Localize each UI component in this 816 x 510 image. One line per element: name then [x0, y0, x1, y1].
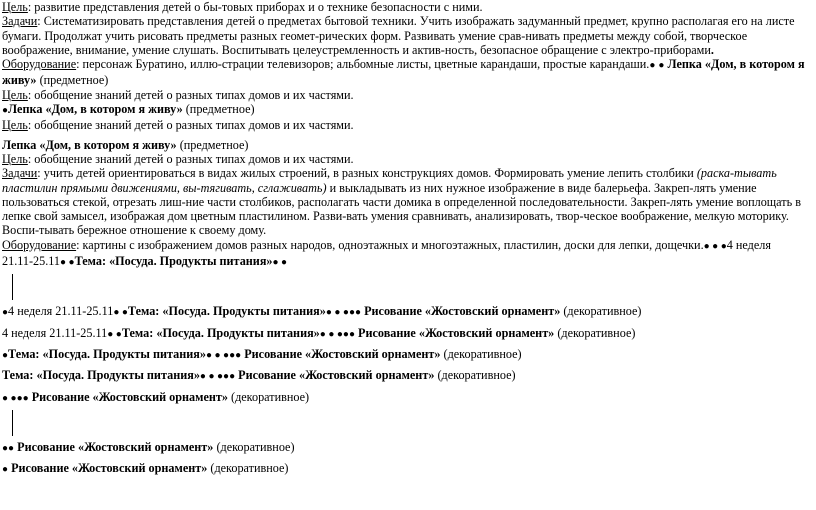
bullet-icon: ●	[658, 60, 665, 72]
text-cursor-line	[12, 274, 13, 300]
bullet-icon: ● ●●●	[2, 392, 29, 404]
goal3-paragraph	[2, 118, 814, 132]
bullet-icon: ● ●	[60, 257, 75, 269]
theme-4: Тема: «Посуда. Продукты питания»	[8, 346, 206, 361]
tasks2-label: Задачи	[2, 166, 38, 181]
bullet-icon: ● ●	[272, 257, 288, 269]
lepka-type: (предметное)	[36, 73, 109, 88]
theme-line-4	[2, 368, 814, 384]
equipment2-text: : картины с изображением домов разных народов, одноэтажных и многоэтажных, пластилин, доски для лепки, дощечки.	[76, 237, 704, 252]
goal2-paragraph	[2, 88, 814, 102]
drawing-line-6	[2, 440, 814, 456]
goal4-label: Цель	[2, 151, 28, 166]
drawing-7: Рисование «Жостовский орнамент»	[11, 461, 208, 476]
drawing-type-1: (декоративное)	[563, 304, 642, 319]
goal-text: : развитие представления детей о бы-товых приборах и о технике безопасности с ними.	[27, 0, 483, 14]
lepka-type-3: (предметное)	[176, 137, 249, 152]
bullet-icon: ● ●	[113, 307, 128, 319]
goal2-label: Цель	[2, 87, 28, 102]
bullet-icon: ●	[2, 349, 9, 361]
text-cursor-line-2	[12, 410, 13, 436]
tasks2-rest: и выкладывать из них нужное изображение в виде балерьефа. Закреп-лять умение пользоваться стекой, отрезать лиш-ние части столбиков, располагать части домика в определенной последовательности. Закреп-лять умение воплощать в лепке свой замысел, изображая дом цветным пластилином. Разви-вать умения сравнивать, анализировать, твор-ческое воображение, мелкую моторику. Воспи-тывать бережное отношение к своему дому.	[2, 180, 801, 238]
goal2-text: : обобщение знаний детей о разных типах домов и их частями.	[27, 87, 354, 102]
drawing-line-7	[2, 461, 814, 477]
lepka-title-2: Лепка «Дом, в котором я живу»	[8, 102, 183, 117]
week-1: 4 неделя 21.11-25.11	[8, 304, 114, 319]
goal3-label: Цель	[2, 118, 28, 133]
lepka-title-3: Лепка «Дом, в котором я живу»	[2, 137, 177, 152]
lepka-line-2	[2, 102, 814, 118]
theme-line-3	[2, 347, 814, 363]
week-dates: 21.11-25.11	[2, 254, 60, 269]
lepka-type-2: (предметное)	[182, 102, 255, 117]
drawing-type-6: (декоративное)	[216, 439, 295, 454]
week-line-2	[2, 326, 814, 342]
drawing-type-3: (декоративное)	[443, 346, 522, 361]
equipment-label: Оборудование	[2, 57, 77, 72]
bullet-icon: ●	[2, 307, 9, 319]
drawing-line-5	[2, 390, 814, 406]
drawing-1: Рисование «Жостовский орнамент»	[364, 304, 561, 319]
theme-2: Тема: «Посуда. Продукты питания»	[127, 304, 326, 319]
drawing-type-7: (декоративное)	[210, 461, 289, 476]
bullet-icon: ●	[2, 105, 9, 117]
bullet-icon: ● ● ●●●	[199, 371, 236, 383]
bullet-icon: ● ●	[107, 328, 122, 340]
bullet-icon: ●	[649, 60, 656, 72]
goal-paragraph	[2, 0, 814, 14]
goal4-text: : обобщение знаний детей о разных типах домов и их частями.	[27, 151, 354, 166]
week-start: 4 неделя	[726, 237, 771, 252]
equipment2-paragraph	[2, 238, 814, 271]
drawing-type-4: (декоративное)	[437, 368, 516, 383]
tasks2-text: : учить детей ориентироваться в видах жилых строений, в разных конструкциях домов. Формировать умение лепить столбики	[37, 166, 697, 181]
bullet-icon: ●	[2, 464, 9, 476]
bullet-icon: ● ● ●	[703, 240, 727, 252]
drawing-type-2: (декоративное)	[557, 325, 636, 340]
drawing-2: Рисование «Жостовский орнамент»	[358, 325, 555, 340]
theme-5: Тема: «Посуда. Продукты питания»	[2, 368, 200, 383]
drawing-6: Рисование «Жостовский орнамент»	[17, 439, 214, 454]
theme-3: Тема: «Посуда. Продукты питания»	[121, 325, 320, 340]
bullet-icon: ● ● ●●●	[205, 349, 242, 361]
goal-label: Цель	[2, 0, 28, 14]
drawing-type-5: (декоративное)	[231, 389, 310, 404]
lepka-title: Лепка «Дом, в котором я живу»	[2, 57, 805, 88]
week-line-1	[2, 304, 814, 320]
theme-1: Тема: «Посуда. Продукты питания»	[74, 254, 273, 269]
bullet-icon: ● ● ●●●	[319, 328, 355, 340]
bullet-icon: ●●	[2, 442, 15, 454]
tasks2-italic: (раска-тывать пластилин прямыми движениями, вы-тягивать, сглаживать)	[2, 166, 777, 195]
tasks-label: Задачи	[2, 14, 38, 29]
equipment-text: : персонаж Буратино, иллю-страции телевизоров; альбомные листы, цветные карандаши, простые карандаши.	[76, 57, 650, 72]
goal3-text: : обобщение знаний детей о разных типах домов и их частями.	[27, 118, 354, 133]
week-2: 4 неделя 21.11-25.11	[2, 325, 108, 340]
lepka-line-3	[2, 138, 814, 152]
goal4-paragraph	[2, 152, 814, 166]
equipment-paragraph	[2, 57, 814, 88]
tasks-text: : Систематизировать представления детей о предметах бытовой техники. Учить изображать задуманный предмет, крупно располагая его на листе бумаги. Продолжат учить рисовать предметы разных геомет-рических форм. Развивать умение срав-нивать предметы между собой, творческое воображение, внимание, умение слушать. Воспитывать целеустремленность и актив-ность, безопасное обращение с электро-приборами	[2, 14, 795, 57]
drawing-4: Рисование «Жостовский орнамент»	[238, 368, 435, 383]
tasks2-paragraph	[2, 166, 814, 237]
equipment2-label: Оборудование	[2, 237, 77, 252]
drawing-5: Рисование «Жостовский орнамент»	[31, 389, 228, 404]
tasks-paragraph: Задачи: Систематизировать представления детей о предметах бытовой техники. Учить изображать задуманный предмет, крупно располагая его на листе бумаги. Продолжат учить рисовать предметы разных геомет-рических форм. Развивать умение срав-нивать предметы между собой, творческое воображение, внимание, умение слушать. Воспитывать целеустремленность и актив-ность, безопасное обращение с электро-приборами.	[2, 14, 795, 57]
drawing-3: Рисование «Жостовский орнамент»	[244, 346, 441, 361]
bullet-icon: ● ● ●●●	[325, 307, 362, 319]
